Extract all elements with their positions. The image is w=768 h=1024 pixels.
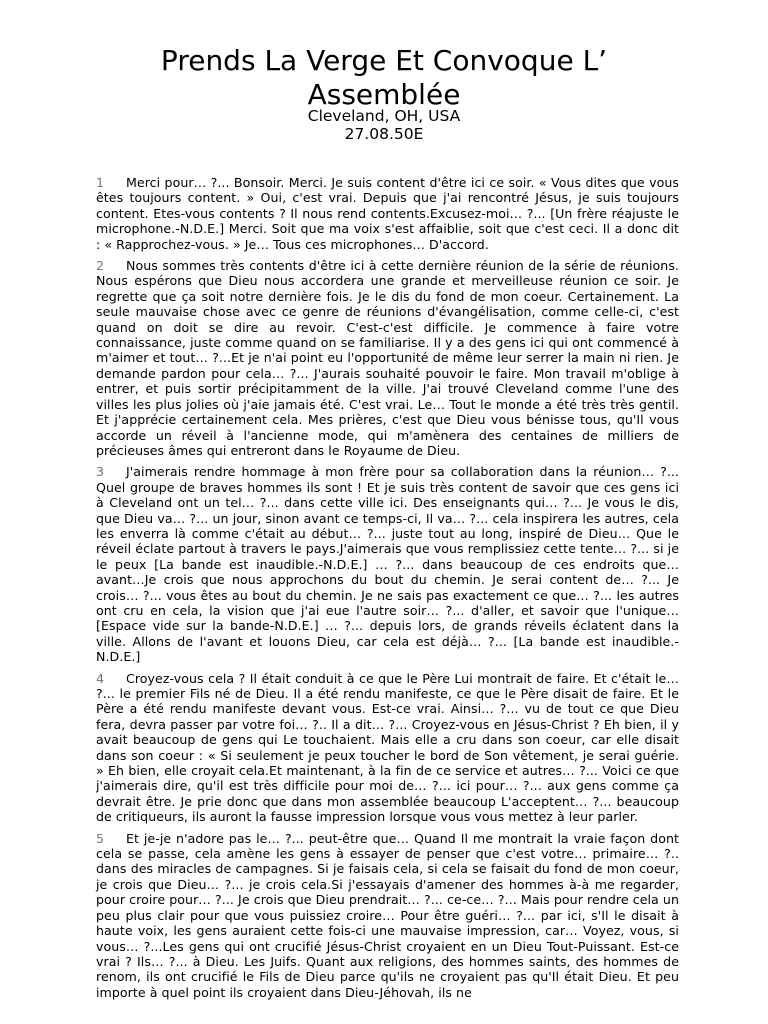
document-body [96, 175, 679, 1006]
paragraph-3 [96, 464, 679, 664]
paragraph-text: Merci pour… ?... Bonsoir. Merci. Je suis content d'être ici ce soir. « Vous dites que vous êtes toujours content. » Oui, c'est vrai. Depuis que j'ai rencontré Jésus, je suis toujours content. Etes-vous contents ? Il nous rend contents.Excusez-moi… ?... [Un frère réajuste le microphone.-N.D.E.] Merci. Soit que ma voix s'est affaiblie, soit que c'est ceci. Il a donc dit : « Rapprochez-vous. » Je… Tous ces microphones… D'accord. [96, 175, 679, 252]
paragraph-number: 2 [96, 258, 105, 274]
paragraph-number: 1 [96, 175, 105, 190]
paragraph-number: 3 [96, 464, 105, 480]
paragraph-text: J'aimerais rendre hommage à mon frère pour sa collaboration dans la réunion… ?... Quel groupe de braves hommes ils sont ! Et je suis très content de savoir que ces gens ici à Cleveland ont un tel… ?... dans cette ville ici. Des enseignants qui… ?... Je vous le dis, que Dieu va… ?... un jour, sinon avant ce temps-ci, Il va… ?... cela inspirera les autres, cela les enverra là comme c'était au début… ?... juste tout au long, inspiré de Dieu… Que le réveil éclate partout à travers le pays.J'aimerais que vous remplissiez cette tente… ?... si je le peux [La bande est inaudible.-N.D.E.] … ?... dans beaucoup de ces endroits que… avant…Je crois que nous approchons du bout du chemin. Je serai content de… ?... Je crois… ?... vous êtes au bout du chemin. Je ne sais pas exactement ce que… ?... les autres ont cru en cela, la vision que j'ai eue l'autre soir… ?... d'aller, et savoir que l'unique… [Espace vide sur la bande-N.D.E.] … ?... depuis lors, de grands réveils éclatent dans la ville. Allons de l'avant et louons Dieu, car cela est déjà… ?... [La bande est inaudible.-N.D.E.] [96, 464, 679, 665]
paragraph-text: Et je-je n'adore pas le… ?... peut-être que… Quand Il me montrait la vraie façon dont cela se passe, cela amène les gens à essayer de penser que c'est votre… primaire… ?.. dans des miracles de campagnes. Si je faisais cela, si cela se faisait du fond de mon coeur, je crois que Dieu… ?... je crois cela.Si j'essayais d'amener des hommes à-à me regarder, pour croire pour… ?... Je crois que Dieu prendrait… ?... ce-ce… ?... Mais pour rendre cela un peu plus clair pour que vous puissiez croire… Pour être guéri… ?... par ici, s'Il le disait à haute voix, les gens auraient cette fois-ci une mauvaise impression, car… Voyez, vous, si vous… ?...Les gens qui ont crucifié Jésus-Christ croyaient en un Dieu Tout-Puissant. Est-ce vrai ? Ils… ?... à Dieu. Les Juifs. Quant aux religions, des hommes saints, des hommes de renom, ils ont crucifié le Fils de Dieu parce qu'ils ne croyaient pas qu'Il était Dieu. Et peu importe à quel point ils croyaient dans Dieu-Jéhovah, ils ne [96, 830, 679, 1000]
paragraph-4 [96, 671, 679, 825]
sermon-location: Cleveland, OH, USA [307, 107, 461, 125]
paragraph-number: 5 [96, 830, 105, 846]
paragraph-2 [96, 258, 679, 458]
paragraph-5 [96, 831, 679, 1000]
paragraph-text: Nous sommes très contents d'être ici à cette dernière réunion de la série de réunions. Nous espérons que Dieu nous accordera une grande et merveilleuse réunion ce soir. Je regrette que ça soit notre dernière fois. Je le dis du fond de mon coeur. Certainement. La seule mauvaise chose avec ce genre de réunions d'évangélisation, comme celle-ci, c'est quand on doit se dire au revoir. C'est-c'est difficile. Je commence à faire votre connaissance, juste comme quand on se familiarise. Il y a des gens ici qui ont commencé à m'aimer et tout… ?...Et je n'ai point eu l'opportunité de même leur serrer la main ni rien. Je demande pardon pour cela… ?... J'aurais souhaité pouvoir le faire. Mon travail m'oblige à entrer, et puis sortir précipitamment de la ville. J'ai trouvé Cleveland comme l'une des villes les plus jolies où j'aie jamais été. C'est vrai. Le… Tout le monde a été très très gentil. Et j'apprécie certainement cela. Mes prières, c'est que Dieu vous bénisse tous, qu'Il vous accorde un réveil à l'ancienne mode, qui m'amènera des centaines de milliers de précieuses âmes qui entreront dans le Royaume de Dieu. [96, 258, 679, 458]
paragraph-number: 4 [96, 670, 105, 686]
paragraph-text: Croyez-vous cela ? Il était conduit à ce que le Père Lui montrait de faire. Et c'était le… ?... le premier Fils né de Dieu. Il a été rendu manifeste, ce que le Père disait de faire. Et le Père a été rendu manifeste devant vous. Est-ce vrai. Ainsi… ?... vu de tout ce que Dieu fera, devra passer par votre foi… ?.. Il a dit… ?... Croyez-vous en Jésus-Christ ? Eh bien, il y avait beaucoup de gens qui Le touchaient. Mais elle a cru dans son coeur, car elle disait dans son coeur : « Si seulement je peux toucher le bord de Son vêtement, je serai guérie. » Eh bien, elle croyait cela.Et maintenant, à la fin de ce service et autres… ?... Voici ce que j'aimerais dire, qu'il est très difficile pour moi de… ?... ici pour… ?... aux gens comme ça devrait être. Je prie donc que dans mon assemblée beaucoup L'acceptent… ?... beaucoup de critiqueurs, ils auront la fausse impression lorsque vous vous mettez à leur parler. [96, 670, 679, 825]
document-title: Prends La Verge Et Convoque L’ Assemblée [160, 44, 608, 111]
paragraph-1 [96, 175, 679, 252]
sermon-date: 27.08.50E [344, 125, 424, 143]
